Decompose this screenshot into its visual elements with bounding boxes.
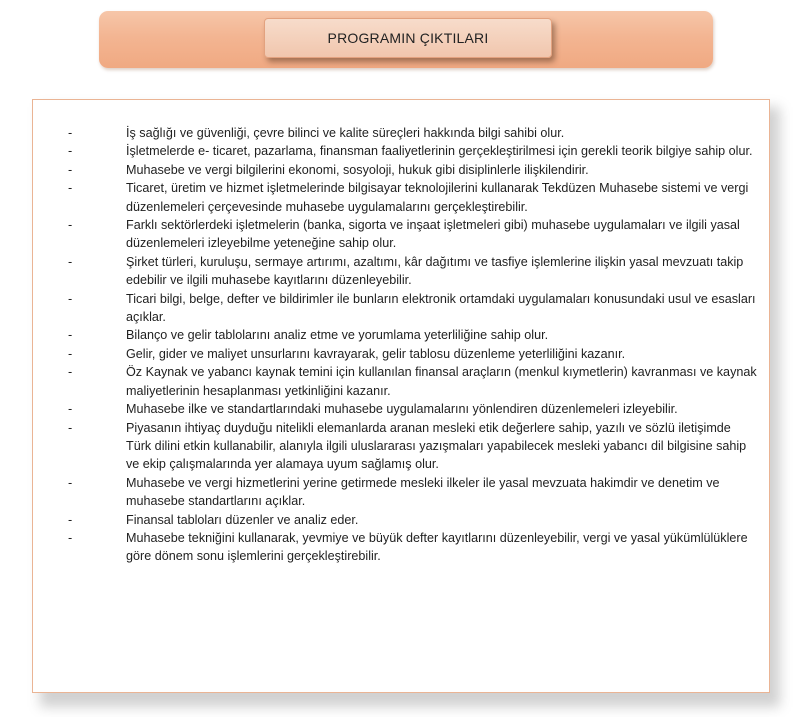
outcome-text: İş sağlığı ve güvenliği, çevre bilinci ve kalite süreçleri hakkında bilgi sahibi olur. [126, 126, 565, 140]
outcome-item [64, 161, 757, 179]
outcome-item [64, 363, 757, 400]
bullet-dash: - [68, 402, 73, 417]
page-title: PROGRAMIN ÇIKTILARI [327, 30, 489, 46]
outcome-text: Farklı sektörlerdeki işletmelerin (banka, sigorta ve inşaat işletmeleri gibi) muhasebe uygulamaları ve ilgili yasal düzenlemeleri izleyebilme yeteneğine sahip olur. [126, 218, 740, 251]
outcome-text: Muhasebe ve vergi bilgilerini ekonomi, sosyoloji, hukuk gibi disiplinlerle ilişkilendirir. [126, 162, 589, 177]
outcome-text: Piyasanın ihtiyaç duyduğu nitelikli elemanlarda aranan mesleki etik değerlere sahip, yazılı ve sözlü iletişimde Türk dilini etkin kullanabilir, alanıyla ilgili uluslararası yazışmaları yapabilecek mesleki yabancı dil bilgisine sahip ve ekip çalışmalarında yer alamaya uyum sağlamış olur. [126, 420, 747, 472]
outcome-text: Muhasebe ilke ve standartlarındaki muhasebe uygulamalarını yönlendiren düzenlemeleri izleyebilir. [126, 402, 678, 417]
outcome-text: Gelir, gider ve maliyet unsurlarını kavrayarak, gelir tablosu düzenleme yeterliliğini kazanır. [126, 346, 626, 361]
bullet-dash: - [68, 218, 73, 233]
title-banner [99, 11, 713, 68]
bullet-dash: - [68, 512, 73, 527]
outcome-text: Ticaret, üretim ve hizmet işletmelerinde bilgisayar teknolojilerini kullanarak Tekdüzen Muhasebe sistemi ve vergi düzenlemeleri çerçevesinde muhasebe uygulamalarını gerçekleştirebilir. [126, 181, 749, 214]
outcome-item [64, 179, 757, 216]
bullet-dash: - [68, 365, 73, 380]
bullet-dash: - [68, 181, 73, 196]
outcome-item [64, 124, 757, 142]
bullet-dash: - [68, 291, 73, 306]
bullet-dash: - [68, 162, 73, 177]
outcome-text: Ticari bilgi, belge, defter ve bildirimler ile bunların elektronik ortamdaki uygulamaları konusundaki usul ve esasları açıklar. [126, 291, 756, 325]
outcome-item [64, 142, 757, 160]
outcome-text: Finansal tabloları düzenler ve analiz eder. [126, 512, 359, 527]
bullet-dash: - [68, 126, 73, 140]
outcome-item [64, 419, 757, 474]
bullet-dash: - [68, 475, 73, 490]
outcomes-panel [32, 99, 770, 693]
outcome-item [64, 253, 757, 290]
bullet-dash: - [68, 530, 73, 545]
outcome-item [64, 290, 757, 327]
bullet-dash: - [68, 346, 73, 361]
bullet-dash: - [68, 328, 73, 343]
outcome-text: Muhasebe ve vergi hizmetlerini yerine getirmede mesleki ilkeler ile yasal mevzuata hakimdir ve denetim ve muhasebe standartlarını açıklar. [126, 475, 720, 509]
outcome-text: Bilanço ve gelir tablolarını analiz etme ve yorumlama yeterliliğine sahip olur. [126, 328, 549, 343]
outcome-text: Muhasebe tekniğini kullanarak, yevmiye ve büyük defter kayıtlarını düzenleyebilir, vergi ve yasal yükümlülüklere göre dönem sonu işlemlerini gerçekleştirebilir. [126, 530, 748, 564]
outcome-text: Şirket türleri, kuruluşu, sermaye artırımı, azaltımı, kâr dağıtımı ve tasfiye işlemlerine ilişkin yasal mevzuatı takip edebilir ve ilgili muhasebe kayıtlarını düzenleyebilir. [126, 254, 744, 288]
outcome-item [64, 345, 757, 363]
bullet-dash: - [68, 420, 73, 435]
outcome-item [64, 474, 757, 511]
title-box [264, 18, 552, 58]
outcome-text: İşletmelerde e- ticaret, pazarlama, finansman faaliyetlerinin gerçekleştirilmesi için gerekli teorik bilgiye sahip olur. [126, 144, 753, 159]
outcome-item [64, 511, 757, 529]
outcome-item [64, 326, 757, 344]
outcome-item [64, 400, 757, 418]
outcome-item [64, 529, 757, 566]
outcome-text: Öz Kaynak ve yabancı kaynak temini için kullanılan finansal araçların (menkul kıymetlerin) kavranması ve kaynak maliyetlerinin hesaplanması yetkinliğini kazanır. [126, 365, 757, 398]
bullet-dash: - [68, 254, 73, 269]
outcomes-list [64, 124, 757, 566]
bullet-dash: - [68, 144, 73, 159]
outcome-item [64, 216, 757, 253]
